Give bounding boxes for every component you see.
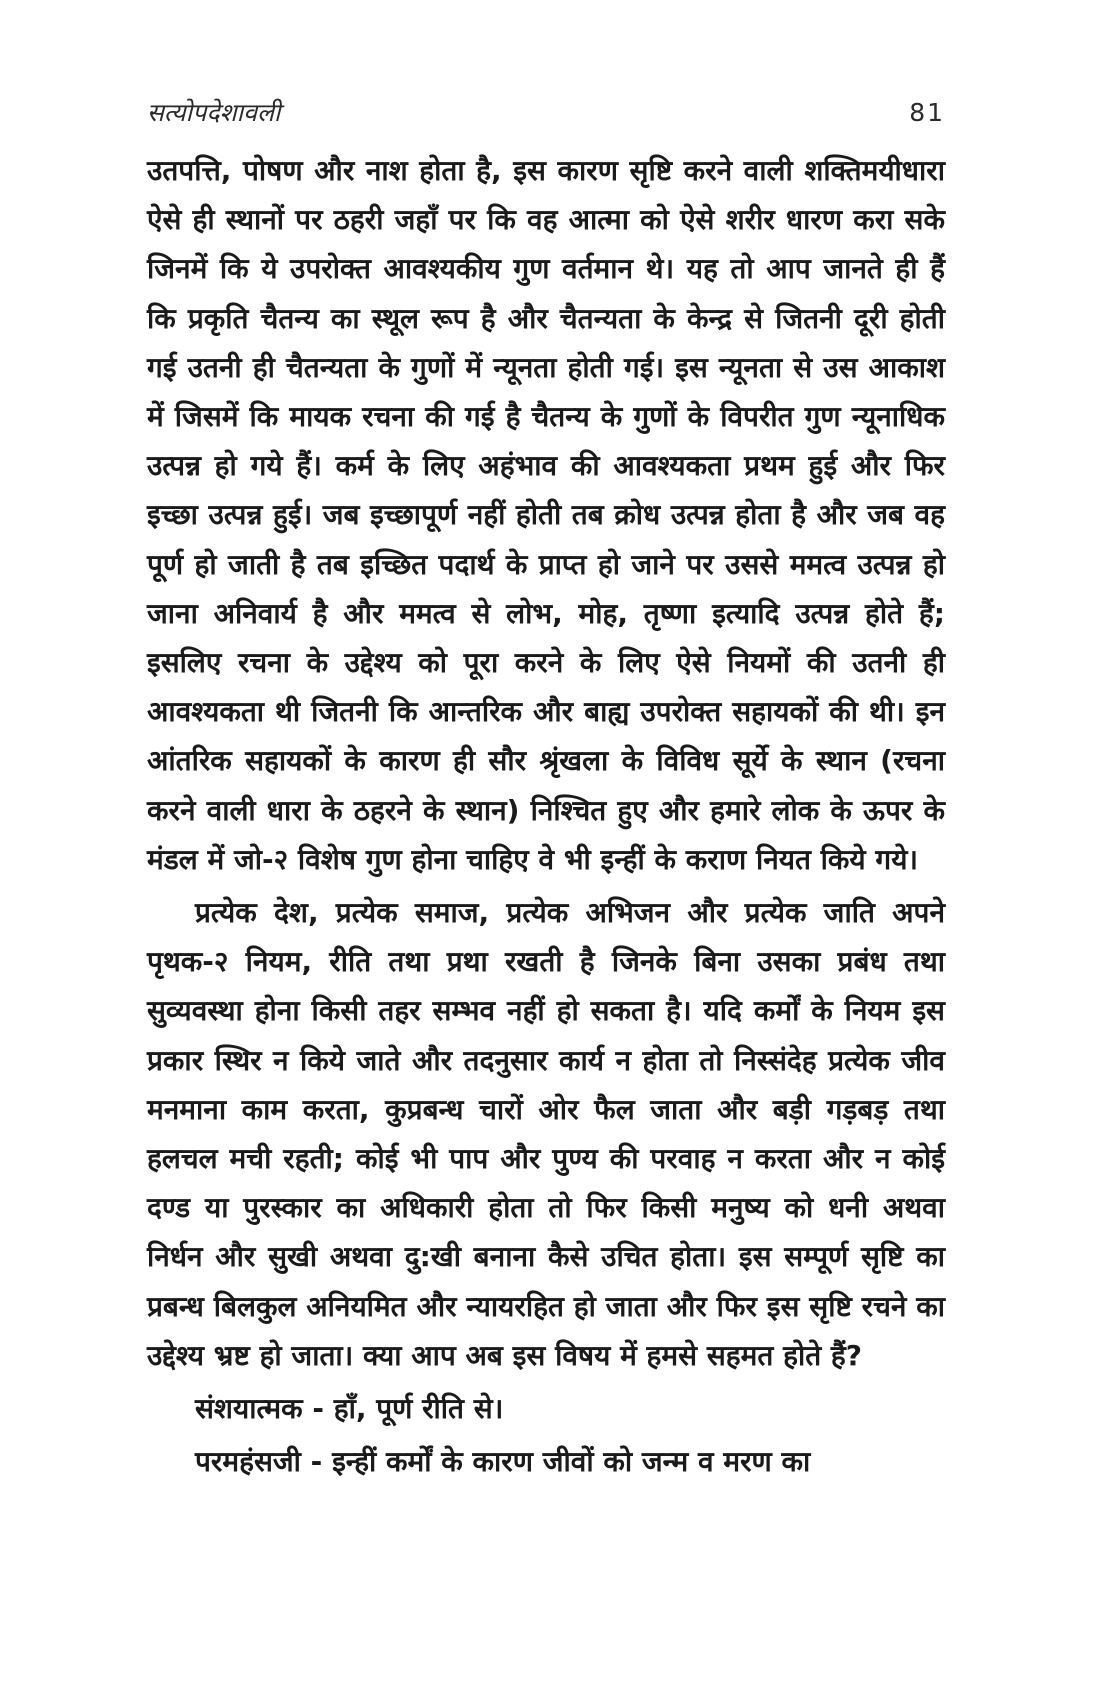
speaker-name: संशयात्मक - xyxy=(195,1392,334,1425)
page-number: 81 xyxy=(909,97,945,127)
paragraph: प्रत्येक देश, प्रत्येक समाज, प्रत्येक अभिजन और प्रत्येक जाति अपने पृथक-२ नियम, रीति तथा प्रथा रखती है जिनके बिना उसका प्रबंध तथा सुव्यवस्था होना किसी तहर सम्भव नहीं हो सकता है। यदि कर्मों के नियम इस प्रकार स्थिर न किये जाते और तदनुसार कार्य न होता तो निस्संदेह प्रत्येक जीव मनमाना काम करता, कुप्रबन्ध चारों ओर फैल जाता और बड़ी गड़बड़ तथा हलचल मची रहती; कोई भी पाप और पुण्य की परवाह न करता और न कोई दण्ड या पुरस्कार का अधिकारी होता तो फिर किसी मनुष्य को धनी अथवा निर्धन और सुखी अथवा दु:खी बनाना कैसे उचित होता। इस सम्पूर्ण सृष्टि का प्रबन्ध बिलकुल अनियमित और न्यायरहित हो जाता और फिर इस सृष्टि रचने का उद्देश्य भ्रष्ट हो जाता। क्या आप अब इस विषय में हमसे सहमत होते हैं? xyxy=(147,896,945,1372)
dialogue-line xyxy=(147,1437,945,1486)
paragraph-continued: उतपत्ति, पोषण और नाश होता है, इस कारण सृष्टि करने वाली शक्तिमयीधारा ऐसे ही स्थानों पर ठहरी जहाँ पर कि वह आत्मा को ऐसे शरीर धारण करा सके जिनमें कि ये उपरोक्त आवश्यकीय गुण वर्तमान थे। यह तो आप जानते ही हैं कि प्रकृति चैतन्य का स्थूल रूप है और चैतन्यता के केन्द्र से जितनी दूरी होती गई उतनी ही चैतन्यता के गुणों में न्यूनता होती गई। इस न्यूनता से उस आकाश में जिसमें कि मायक रचना की गई है चैतन्य के गुणों के विपरीत गुण न्यूनाधिक उत्पन्न हो गये हैं। कर्म के लिए अहंभाव की आवश्यकता प्रथम हुई और फिर इच्छा उत्पन्न हुई। जब इच्छापूर्ण नहीं होती तब क्रोध उत्पन्न होता है और जब वह पूर्ण हो जाती है तब इच्छित पदार्थ के प्राप्त हो जाने पर उससे ममत्व उत्पन्न हो जाना अनिवार्य है और ममत्व से लोभ, मोह, तृष्णा इत्यादि उत्पन्न होते हैं; इसलिए रचना के उद्देश्य को पूरा करने के लिए ऐसे नियमों की उतनी ही आवश्यकता थी जितनी कि आन्तरिक और बाह्य उपरोक्त सहायकों की थी। इन आंतरिक सहायकों के कारण ही सौर श्रृंखला के विविध सूर्ये के स्थान (रचना करने वाली धारा के ठहरने के स्थान) निश्चित हुए और हमारे लोक के ऊपर के मंडल में जो-२ विशेष गुण होना चाहिए वे भी इन्हीं के कराण नियत किये गये। xyxy=(147,154,945,876)
speaker-name: परमहंसजी - xyxy=(195,1445,332,1478)
running-header xyxy=(147,92,945,132)
body-text xyxy=(147,146,945,1486)
dialogue-text: हाँ, पूर्ण रीति से। xyxy=(333,1392,504,1426)
dialogue-line xyxy=(147,1384,945,1433)
book-title: सत्योपदेशावली xyxy=(147,98,281,127)
dialogue-text: इन्हीं कर्मों के कारण जीवों को जन्म व मरण का xyxy=(332,1445,811,1479)
